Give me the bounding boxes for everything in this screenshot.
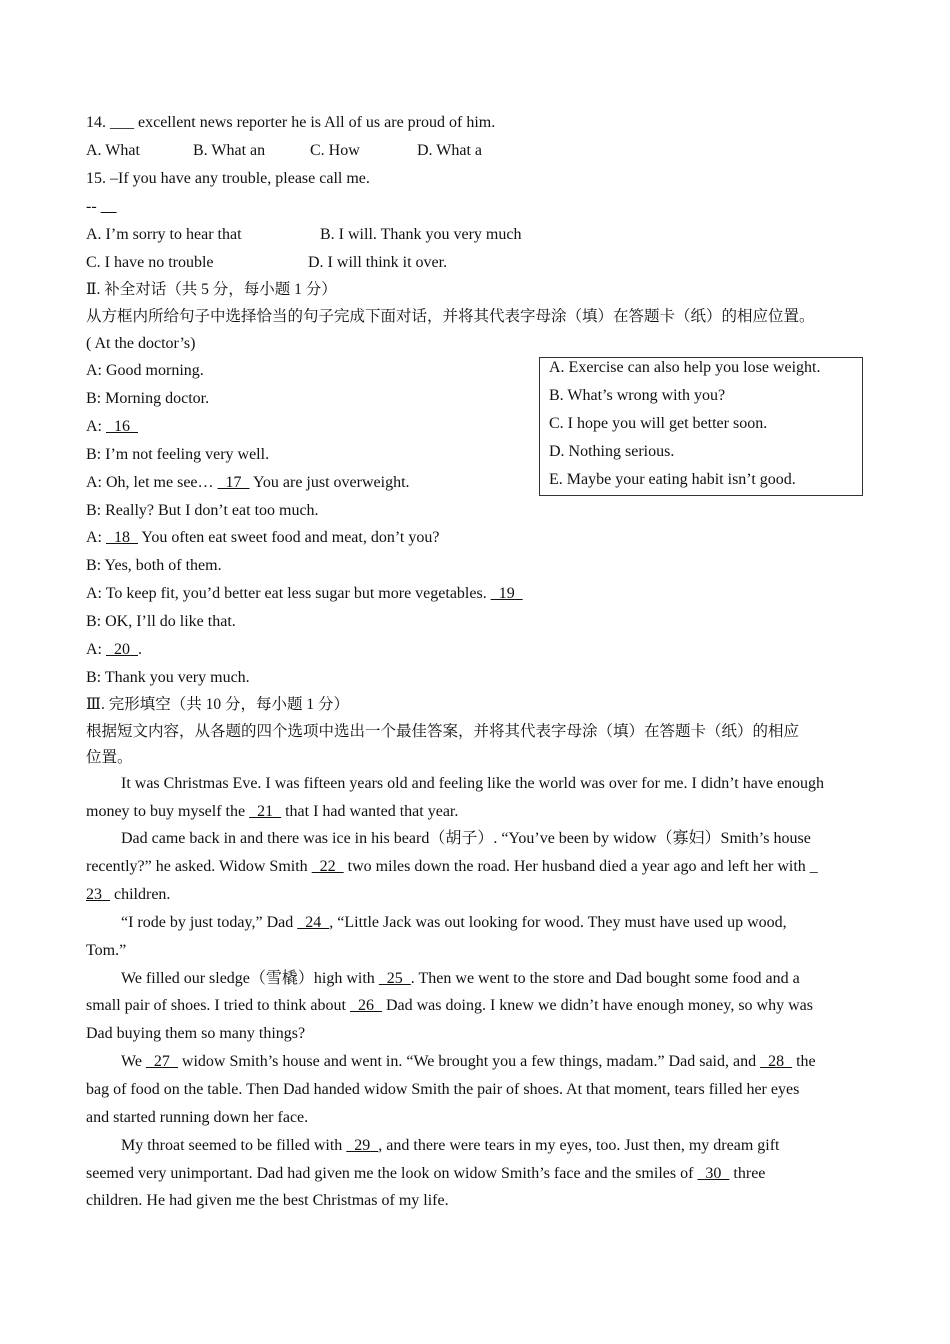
- dialogue-line: B: Morning doctor.: [86, 390, 210, 407]
- line-text: A: Oh, let me see…: [86, 474, 218, 491]
- passage-line: [121, 969, 800, 989]
- blank-22: 22: [311, 858, 344, 875]
- line-text: A: To keep fit, you’d better eat less sugar but more vegetables.: [86, 585, 491, 602]
- q15-reply-prefix: --: [86, 198, 101, 215]
- blank-30: 30: [697, 1165, 730, 1182]
- box-option-e: E. Maybe your eating habit isn’t good.: [549, 471, 796, 488]
- section3-instruction: 位置。: [86, 749, 133, 766]
- dialogue-setting: ( At the doctor’s): [86, 335, 196, 352]
- line-text: money to buy myself the: [86, 803, 250, 820]
- blank-18: 18: [106, 529, 138, 546]
- dialogue-line: B: Yes, both of them.: [86, 557, 222, 574]
- q14-option-c: C. How: [310, 142, 360, 159]
- q15-reply: [86, 197, 117, 217]
- line-text: recently?” he asked. Widow Smith: [86, 858, 312, 875]
- passage-line: [121, 913, 787, 933]
- blank-23: 23: [86, 886, 110, 903]
- line-text: . Then we went to the store and Dad bought some food and a: [410, 970, 800, 987]
- line-text: widow Smith’s house and went in. “We brought you a few things, madam.” Dad said, and: [177, 1053, 761, 1070]
- line-text: small pair of shoes. I tried to think about: [86, 997, 350, 1014]
- q15-option-a: A. I’m sorry to hear that: [86, 226, 242, 243]
- dialogue-line: B: OK, I’ll do like that.: [86, 613, 236, 630]
- blank-21: 21: [249, 803, 282, 820]
- passage-line: bag of food on the table. Then Dad handed widow Smith the pair of shoes. At that moment, tears filled her eyes: [86, 1081, 800, 1098]
- q15-blank: [101, 198, 117, 215]
- dialogue-line: B: I’m not feeling very well.: [86, 446, 270, 463]
- blank-29: 29: [346, 1137, 379, 1154]
- box-option-d: D. Nothing serious.: [549, 443, 675, 460]
- line-text: , “Little Jack was out looking for wood. They must have used up wood,: [329, 914, 787, 931]
- passage-line: [86, 885, 170, 905]
- line-text: that I had wanted that year.: [281, 803, 459, 820]
- q15-stem: 15. –If you have any trouble, please call me.: [86, 170, 370, 187]
- blank-20: 20: [106, 641, 138, 658]
- options-box: [539, 357, 863, 496]
- box-option-b: B. What’s wrong with you?: [549, 387, 726, 404]
- section3-heading: Ⅲ. 完形填空（共 10 分，每小题 1 分）: [86, 696, 349, 713]
- line-text: the: [792, 1053, 816, 1070]
- dialogue-line: [86, 417, 138, 437]
- blank-17: 17: [217, 474, 250, 491]
- line-text: seemed very unimportant. Dad had given me the look on widow Smith’s face and the smiles of: [86, 1165, 698, 1182]
- line-text: .: [138, 641, 142, 658]
- line-text: , and there were tears in my eyes, too. Just then, my dream gift: [378, 1137, 780, 1154]
- q14-option-d: D. What a: [417, 142, 483, 159]
- q15-option-c: C. I have no trouble: [86, 254, 214, 271]
- speaker-label: A:: [86, 529, 106, 546]
- line-text: Dad was doing. I knew we didn’t have enough money, so why was: [381, 997, 813, 1014]
- q15-option-b: B. I will. Thank you very much: [320, 226, 522, 243]
- dialogue-line: [86, 473, 410, 493]
- blank-23-start: _: [809, 858, 818, 875]
- passage-line: [121, 1136, 780, 1156]
- passage-line: [86, 802, 458, 822]
- blank-19: 19: [490, 585, 523, 602]
- speaker-label: A:: [86, 641, 106, 658]
- passage-line: [86, 857, 818, 877]
- dialogue-line: [86, 528, 439, 548]
- dialogue-line: [86, 584, 523, 604]
- passage-line: It was Christmas Eve. I was fifteen years old and feeling like the world was over for me. I didn’t have enough: [121, 775, 825, 792]
- blank-16: 16: [106, 418, 138, 435]
- q14-option-b: B. What an: [193, 142, 266, 159]
- dialogue-line: A: Good morning.: [86, 362, 204, 379]
- line-text: You are just overweight.: [249, 474, 410, 491]
- section2-heading: Ⅱ. 补全对话（共 5 分，每小题 1 分）: [86, 281, 337, 298]
- dialogue-line: B: Really? But I don’t eat too much.: [86, 502, 319, 519]
- line-text: “I rode by just today,” Dad: [121, 914, 298, 931]
- box-option-a: A. Exercise can also help you lose weight.: [549, 359, 821, 376]
- q15-option-d: D. I will think it over.: [308, 254, 448, 271]
- passage-line: Tom.”: [86, 942, 127, 959]
- line-text: two miles down the road. Her husband died a year ago and left her with: [343, 858, 810, 875]
- blank-24: 24: [297, 914, 330, 931]
- line-text: We filled our sledge（雪橇）high with: [121, 970, 379, 987]
- line-text: My throat seemed to be filled with: [121, 1137, 347, 1154]
- speaker-label: A:: [86, 418, 106, 435]
- section2-instruction: 从方框内所给句子中选择恰当的句子完成下面对话，并将其代表字母涂（填）在答题卡（纸）的相应位置。: [86, 308, 815, 325]
- section3-instruction: 根据短文内容，从各题的四个选项中选出一个最佳答案，并将其代表字母涂（填）在答题卡（纸）的相应: [86, 723, 800, 740]
- blank-26: 26: [349, 997, 382, 1014]
- q14-stem: 14. ___ excellent news reporter he is All of us are proud of him.: [86, 114, 496, 131]
- passage-line: [121, 1052, 816, 1072]
- blank-27: 27: [145, 1053, 178, 1070]
- passage-line: Dad buying them so many things?: [86, 1025, 306, 1042]
- passage-line: Dad came back in and there was ice in his beard（胡子）. “You’ve been by widow（寡妇）Smith’s house: [121, 830, 811, 847]
- q14-option-a: A. What: [86, 142, 140, 159]
- passage-line: [86, 1164, 765, 1184]
- dialogue-line: [86, 640, 142, 660]
- passage-line: [86, 996, 813, 1016]
- blank-28: 28: [760, 1053, 793, 1070]
- line-text: children.: [110, 886, 171, 903]
- dialogue-line: B: Thank you very much.: [86, 669, 250, 686]
- blank-25: 25: [378, 970, 411, 987]
- line-text: three: [729, 1165, 766, 1182]
- line-text: You often eat sweet food and meat, don’t you?: [138, 529, 440, 546]
- passage-line: children. He had given me the best Christmas of my life.: [86, 1192, 449, 1209]
- box-option-c: C. I hope you will get better soon.: [549, 415, 768, 432]
- line-text: We: [121, 1053, 146, 1070]
- passage-line: and started running down her face.: [86, 1109, 309, 1126]
